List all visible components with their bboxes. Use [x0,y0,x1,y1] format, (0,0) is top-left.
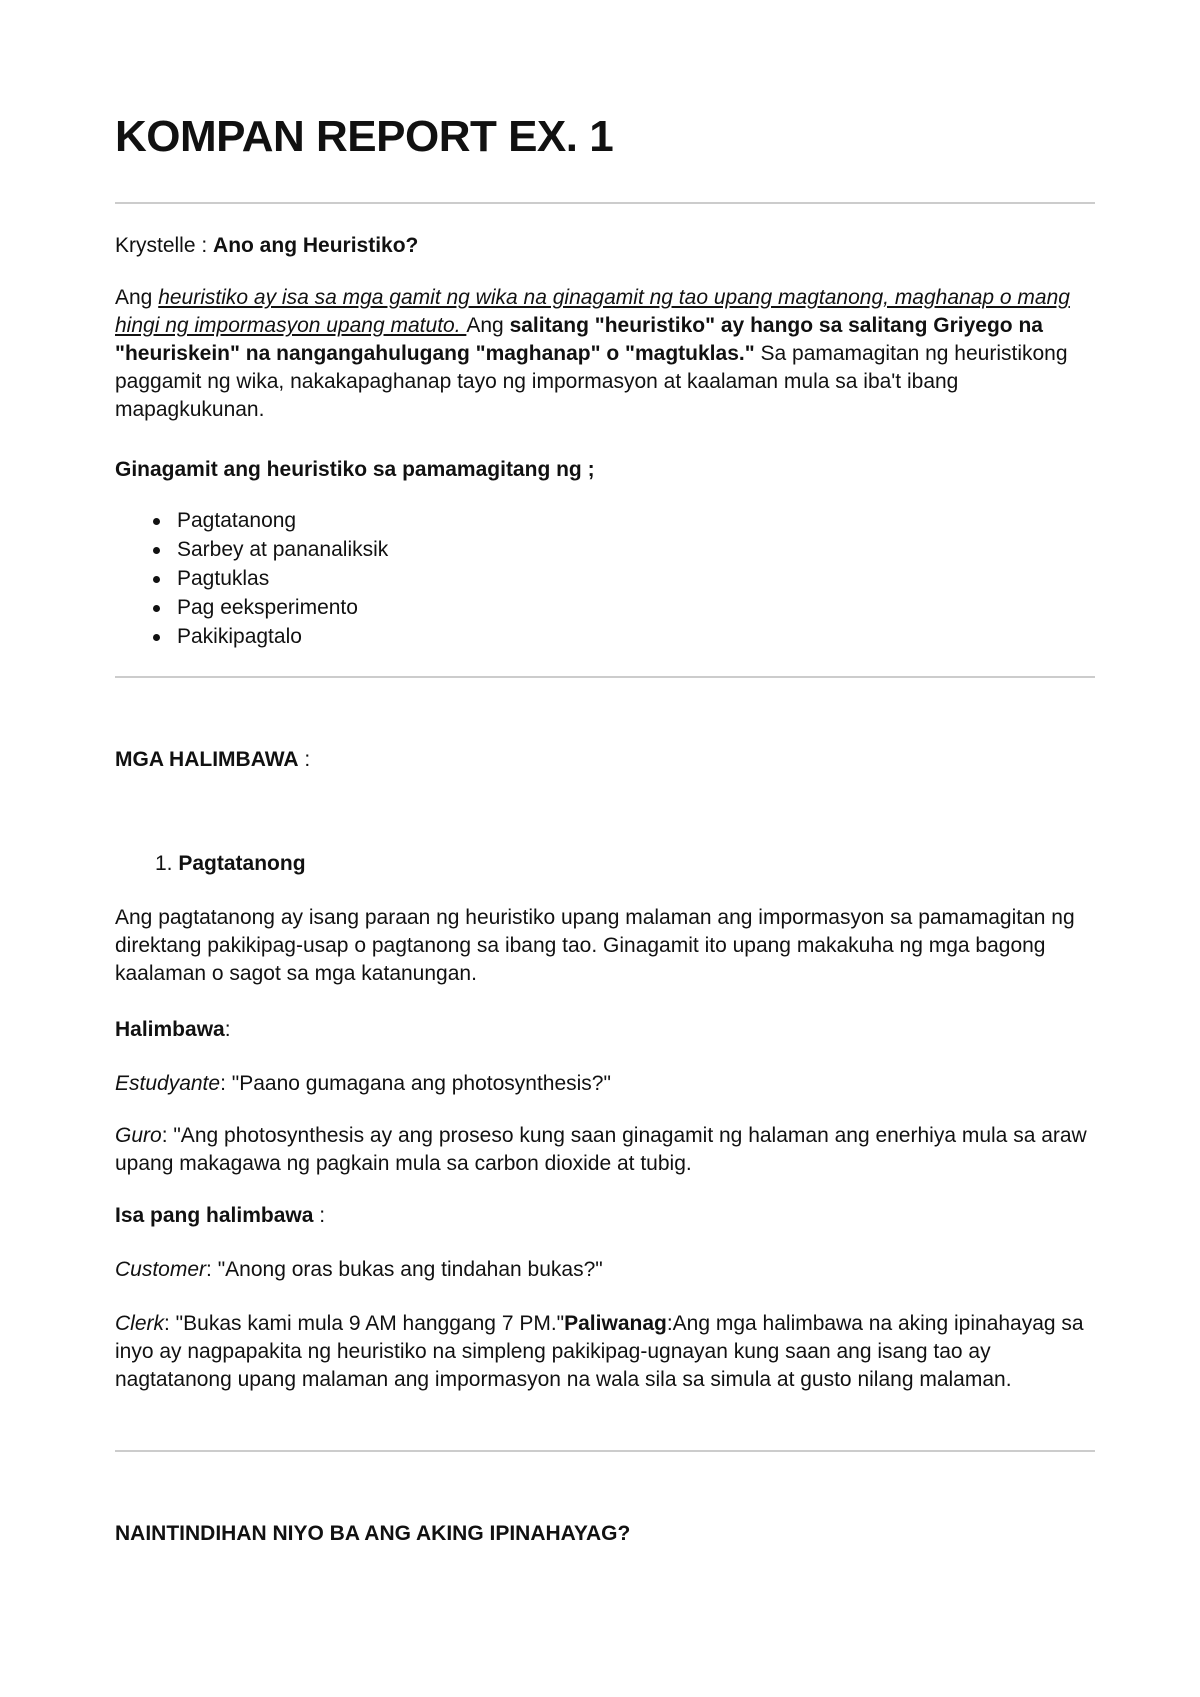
dialog-speaker: Clerk [115,1312,165,1335]
intro-question: Ano ang Heuristiko? [213,234,419,257]
horizontal-divider [115,676,1095,678]
examples-heading-bold: MGA HALIMBAWA [115,748,299,771]
definition-ang2: Ang [466,314,510,337]
example-colon: : [224,1018,231,1041]
uses-heading: Ginagamit ang heuristiko sa pamamagitang ng ; [115,458,595,481]
dialog-line [115,1122,1095,1178]
dialog-text: : "Ang photosynthesis ay ang proseso kung saan ginagamit ng halaman ang enerhiya mula sa araw upang makagawa ng pagkain mula sa carbon dioxide at tubig. [115,1124,1087,1175]
explanation-text: :Ang mga halimbawa na aking ipinahayag sa inyo ay nagpapakita ng heuristiko na simpleng pakikipag-ugnayan kung saan ang isang tao ay nagtatanong upang malaman ang impormasyon na wala sila sa simula at gusto nilang malaman. [115,1312,1084,1391]
list-item: Sarbey at pananaliksik [115,535,388,564]
horizontal-divider [115,1450,1095,1452]
dialog-line [115,1256,1095,1284]
speaker-name: Krystelle : [115,234,214,257]
dialog-speaker: Customer [115,1258,207,1281]
section-heading [155,850,306,878]
dialog-text: : "Bukas kami mula 9 AM hanggang 7 PM." [164,1312,565,1335]
dialog-line [115,1070,1095,1098]
section-title: Pagtatanong [178,852,306,875]
another-example-colon: : [313,1204,326,1227]
list-item: Pag eeksperimento [115,593,388,622]
section-body: Ang pagtatanong ay isang paraan ng heuristiko upang malaman ang impormasyon sa pamamagitan ng direktang pakikipag-usap o pagtanong sa ibang tao. Ginagamit ito upang makakuha ng mga bagong kaalaman o sagot sa mga katanungan. [115,906,1075,985]
explanation-label: Paliwanag [564,1312,667,1335]
another-example-label: Isa pang halimbawa [115,1204,314,1227]
examples-heading [115,746,1095,774]
dialog-text: : "Paano gumagana ang photosynthesis?" [220,1072,611,1095]
intro-line [115,232,1095,260]
definition-bold: salitang "heuristiko" ay hango sa salitang Griyego na "heuriskein" na nangangahulugang "maghanap" o "magtuklas." [115,314,1043,365]
clerk-paragraph [115,1310,1095,1394]
example-label: Halimbawa [115,1018,225,1041]
example-label-line [115,1016,1095,1044]
dialog-text: : "Anong oras bukas ang tindahan bukas?" [206,1258,603,1281]
dialog-speaker: Guro [115,1124,162,1147]
section-number: 1. [155,852,173,875]
horizontal-divider [115,202,1095,204]
definition-underlined: heuristiko ay isa sa mga gamit ng wika na ginagamit ng tao upang magtanong, maghanap o mang hingi ng impormasyon upang matuto. [115,286,1070,337]
list-item: Pagtuklas [115,564,388,593]
uses-list [115,506,388,651]
definition-rest: Sa pamamagitan ng heuristikong paggamit ng wika, nakakapaghanap tayo ng impormasyon at kaalaman mula sa iba't ibang mapagkukunan. [115,342,1068,421]
definition-ang: Ang [115,286,159,309]
dialog-speaker: Estudyante [115,1072,221,1095]
closing-question: NAINTINDIHAN NIYO BA ANG AKING IPINAHAYAG? [115,1522,631,1545]
definition-paragraph [115,284,1095,424]
list-item: Pakikipagtalo [115,622,388,651]
list-item: Pagtatanong [115,506,388,535]
another-example-line [115,1202,1095,1230]
document-title: KOMPAN REPORT EX. 1 [115,112,614,161]
examples-heading-rest: : [298,748,311,771]
